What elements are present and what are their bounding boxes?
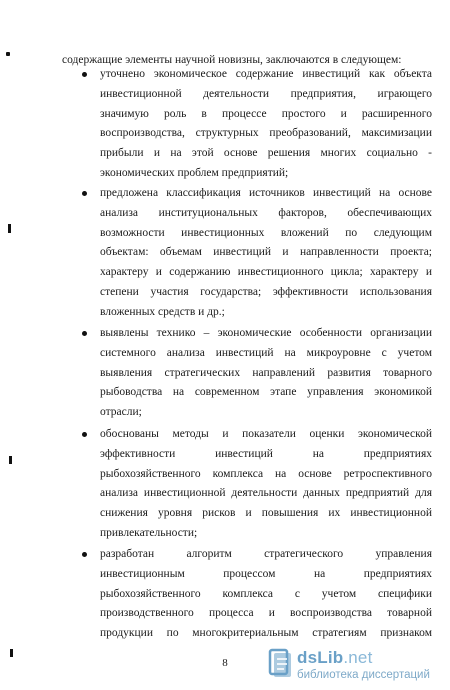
bullet-icon (82, 331, 87, 336)
text-line: снижения уровня рисков и повышения их инвестиционной (100, 507, 432, 520)
scan-mark (10, 649, 13, 657)
bullet-icon (82, 432, 87, 437)
book-logo-icon (267, 648, 293, 678)
text-line: рыбоводства на современном этапе управления экономикой (100, 386, 432, 399)
text-line: эффективности инвестиций на предприятиях (100, 447, 432, 460)
list-item (100, 324, 432, 423)
watermark-brand-suffix: .net (343, 648, 373, 667)
text-line: анализа институциональных факторов, обеспечивающих (100, 206, 432, 219)
text-line: системного анализа инвестиций на микроуровне с учетом (100, 346, 432, 359)
text-line: уточнено экономическое содержание инвестиций как объекта (100, 68, 432, 80)
list-item (100, 65, 432, 184)
text-line: экономических проблем предприятий; (100, 166, 289, 179)
text-line: привлекательности; (100, 526, 198, 539)
text-line: разработан алгоритм стратегического управления (100, 548, 432, 560)
text-line: возможности инвестиционных вложений по следующим (100, 226, 432, 239)
text-line: рыбохозяйственного комплекса с учетом специфики (100, 587, 432, 600)
text-line: выявления стратегических направлений развития товарного (100, 366, 432, 379)
list-item (100, 184, 432, 323)
text-line: инвестиционной деятельности предприятия, играющего (100, 87, 432, 100)
bullet-icon (82, 191, 87, 196)
page-number: 8 (222, 657, 228, 669)
bullet-icon (82, 72, 87, 77)
text-line: значимую роль в процессе простого и расширенного (100, 107, 432, 120)
list-item (100, 545, 432, 644)
list-item (100, 425, 432, 544)
text-line: предложена классификация источников инвестиций на основе (100, 187, 432, 199)
text-line: рыбохозяйственного комплекса на основе ретроспективного (100, 467, 432, 480)
bullet-icon (82, 552, 87, 557)
scan-mark (9, 456, 12, 464)
text-line: воспроизводства, структурных преобразований, максимизации (100, 127, 432, 140)
text-line: вложенных средств и др.; (100, 305, 225, 318)
text-line: степени участия государства; эффективности использования (100, 285, 432, 298)
scan-mark (6, 52, 10, 56)
watermark[interactable] (267, 648, 442, 684)
text-line: продукции по многокритериальным стратегиям признаком (100, 627, 432, 640)
text-line: характеру и содержанию инвестиционного цикла; характеру и (100, 266, 432, 279)
text-line: обоснованы методы и показатели оценки экономической (100, 428, 432, 440)
text-line: прибыли и на этой основе решения многих социально - (100, 147, 432, 160)
watermark-brand (297, 648, 373, 668)
intro-text: содержащие элементы научной новизны, заключаются в следующем: (62, 54, 402, 66)
text-line: производственного процесса и воспроизводства товарной (100, 607, 432, 620)
text-line: анализа инвестиционной деятельности данных предприятий для (100, 487, 432, 500)
text-line: выявлены технико – экономические особенности организации (100, 327, 432, 339)
text-line: объектам: объемам инвестиций и направленности проекта; (100, 246, 432, 259)
scan-mark (8, 224, 11, 233)
watermark-brand-name: dsLib (297, 648, 344, 667)
watermark-subtitle: библиотека диссертаций (297, 669, 430, 681)
text-line: отрасли; (100, 406, 142, 419)
text-line: инвестиционным процессом на предприятиях (100, 567, 432, 580)
